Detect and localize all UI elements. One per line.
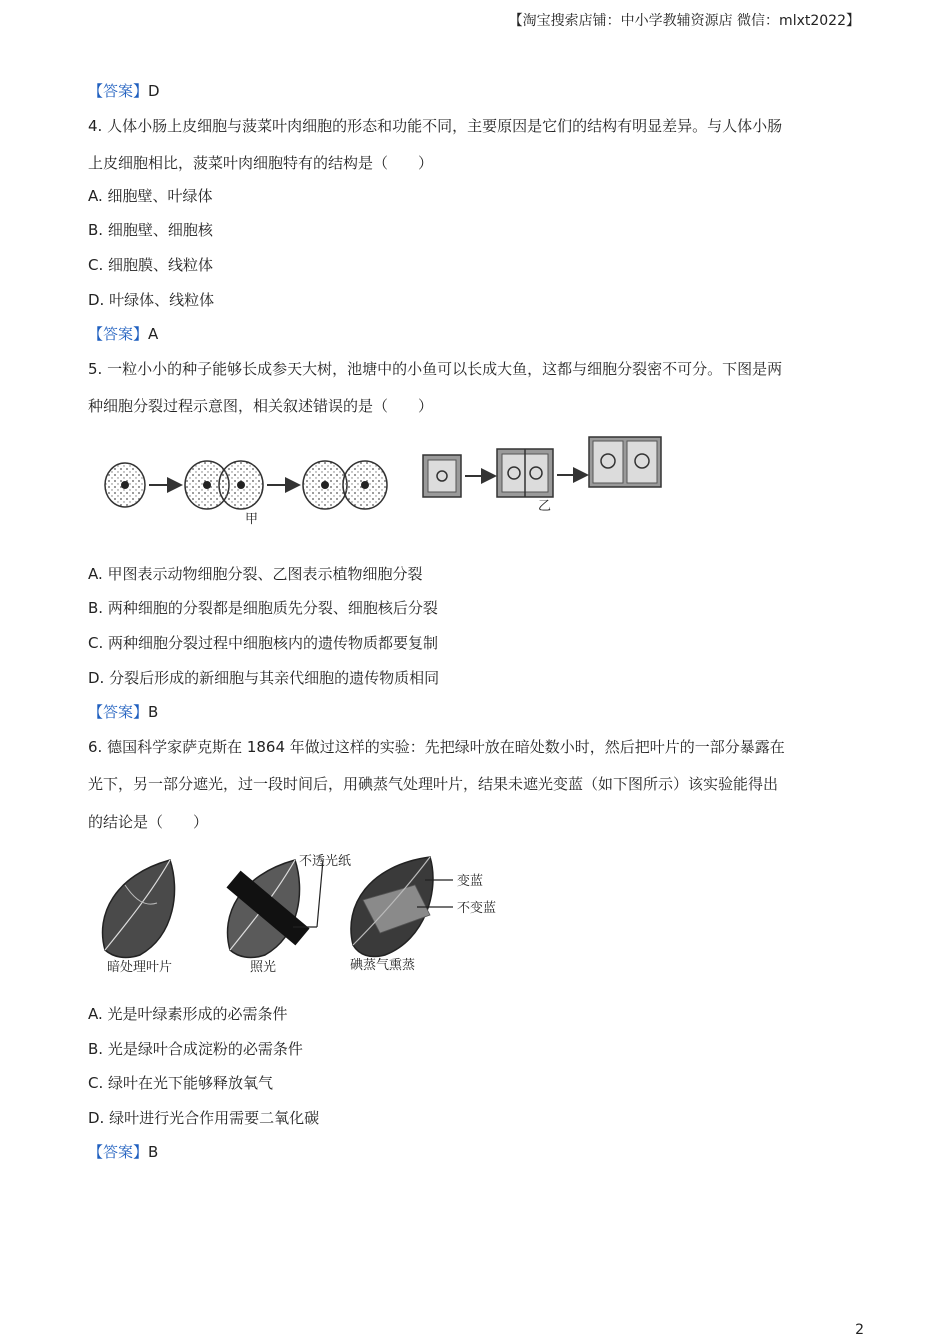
- label-not-blue: 不变蓝: [457, 901, 497, 916]
- q5-option-a: A. 甲图表示动物细胞分裂、乙图表示植物细胞分裂: [88, 565, 423, 583]
- leaf-experiment-figure: [95, 845, 525, 980]
- q5-option-b: B. 两种细胞的分裂都是细胞质先分裂、细胞核后分裂: [88, 599, 438, 617]
- answer-label: 【答案】: [88, 703, 149, 721]
- animal-cell-stage3: [303, 461, 387, 509]
- label-yi: 乙: [538, 499, 552, 514]
- answer-value: A: [148, 325, 159, 343]
- q5-answer: [88, 701, 158, 723]
- q5-option-c: C. 两种细胞分裂过程中细胞核内的遗传物质都要复制: [88, 634, 439, 652]
- q6-option-c: C. 绿叶在光下能够释放氧气: [88, 1074, 274, 1092]
- q6-answer: [88, 1141, 158, 1163]
- label-dark-leaf: 暗处理叶片: [107, 960, 173, 975]
- q6-stem-line1: 6. 德国科学家萨克斯在 1864 年做过这样的实验：先把绿叶放在暗处数小时，然后把叶片的一部分暴露在: [88, 738, 785, 756]
- q4-option-a: A. 细胞壁、叶绿体: [88, 187, 213, 205]
- q4-option-d: D. 叶绿体、线粒体: [88, 291, 215, 309]
- label-opaque-paper: 不透光纸: [299, 854, 352, 869]
- plant-cell-stage2: [497, 449, 553, 497]
- cell-division-figure: [95, 425, 675, 535]
- q5-stem-line2: 种细胞分裂过程示意图，相关叙述错误的是（ ）: [88, 397, 434, 415]
- q6-stem-line2: 光下，另一部分遮光，过一段时间后，用碘蒸气处理叶片，结果未遮光变蓝（如下图所示）该实验能得出: [88, 775, 779, 793]
- answer-label: 【答案】: [88, 82, 149, 100]
- q5-option-d: D. 分裂后形成的新细胞与其亲代细胞的遗传物质相同: [88, 669, 440, 687]
- leaf-dark-treated: [103, 860, 175, 957]
- page-header: 【淘宝搜索店铺：中小学教辅资源店 微信：mlxt2022】: [508, 13, 860, 29]
- q6-stem-line3: 的结论是（ ）: [88, 813, 209, 831]
- page-number: 2: [855, 1322, 864, 1338]
- q4-option-b: B. 细胞壁、细胞核: [88, 221, 213, 239]
- answer-value: D: [148, 82, 160, 100]
- label-jia: 甲: [245, 512, 259, 527]
- answer-value: B: [148, 1143, 159, 1161]
- answer-label: 【答案】: [88, 325, 149, 343]
- label-turn-blue: 变蓝: [457, 874, 484, 889]
- q6-option-a: A. 光是叶绿素形成的必需条件: [88, 1005, 288, 1023]
- q4-answer: [88, 323, 158, 345]
- q4-option-c: C. 细胞膜、线粒体: [88, 256, 214, 274]
- q6-option-b: B. 光是绿叶合成淀粉的必需条件: [88, 1040, 303, 1058]
- animal-cell-stage1: [105, 463, 145, 507]
- answer-prev: [88, 80, 160, 102]
- q6-option-d: D. 绿叶进行光合作用需要二氧化碳: [88, 1109, 320, 1127]
- animal-cell-stage2: [185, 461, 263, 509]
- plant-cell-stage3: [589, 437, 661, 487]
- label-iodine: 碘蒸气熏蒸: [350, 958, 416, 973]
- plant-cell-stage1: [423, 455, 461, 497]
- answer-label: 【答案】: [88, 1143, 149, 1161]
- label-light: 照光: [250, 960, 277, 975]
- q4-stem-line2: 上皮细胞相比，菠菜叶肉细胞特有的结构是（ ）: [88, 154, 434, 172]
- answer-value: B: [148, 703, 159, 721]
- q5-stem-line1: 5. 一粒小小的种子能够长成参天大树，池塘中的小鱼可以长成大鱼，这都与细胞分裂密不可分。下图是两: [88, 360, 783, 378]
- q4-stem-line1: 4. 人体小肠上皮细胞与菠菜叶肉细胞的形态和功能不同，主要原因是它们的结构有明显差异。与人体小肠: [88, 117, 783, 135]
